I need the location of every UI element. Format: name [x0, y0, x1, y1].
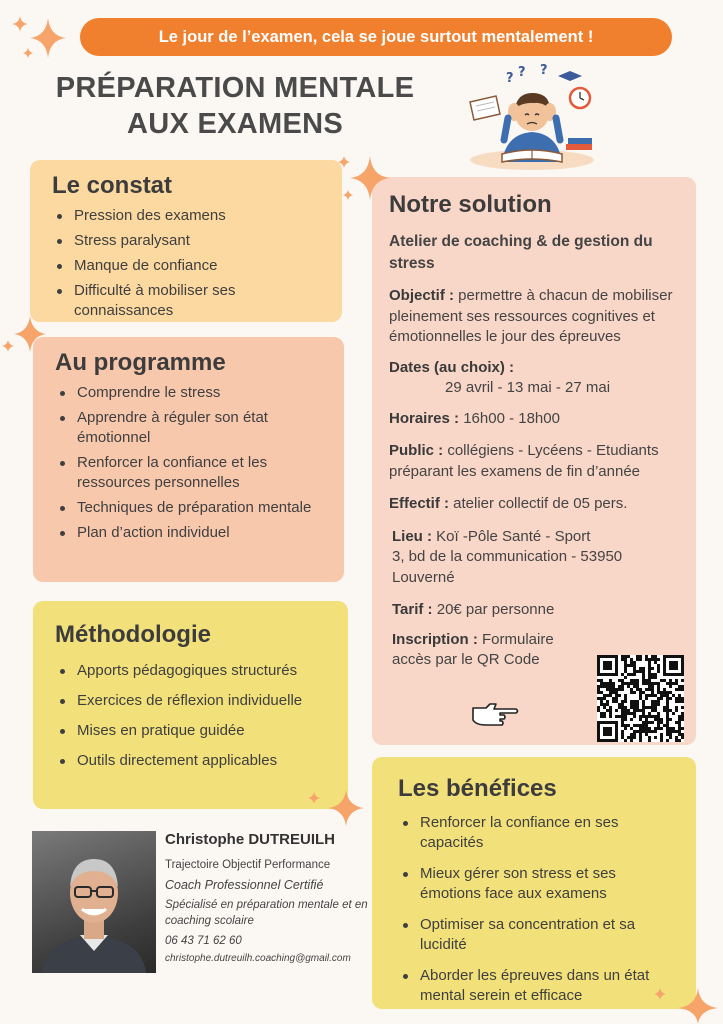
- coach-specialty: Spécialisé en préparation mentale et en coaching scolaire: [165, 899, 368, 927]
- horaires-text: 16h00 - 18h00: [459, 409, 560, 427]
- solution-subtitle: Atelier de coaching & de gestion du stress: [389, 233, 653, 272]
- dates-row: [389, 358, 680, 399]
- list-item: Aborder les épreuves dans un état mental serein et efficace: [398, 966, 680, 1006]
- solution-heading: Notre solution: [389, 191, 552, 218]
- svg-text:?: ?: [518, 65, 526, 80]
- page-title: [30, 70, 440, 142]
- horaires-label: Horaires :: [389, 409, 460, 427]
- lieu-row: [389, 527, 680, 589]
- list-item: Comprendre le stress: [55, 383, 326, 403]
- list-item: Renforcer la confiance en ses capacités: [398, 813, 680, 853]
- list-item: Apprendre à réguler son état émotionnel: [55, 408, 326, 448]
- constat-list: [52, 206, 324, 321]
- objectif-row: [389, 286, 680, 348]
- programme-list: [55, 383, 326, 543]
- dates-text: 29 avril - 13 mai - 27 mai: [445, 379, 611, 396]
- benefices-card: [372, 757, 696, 1009]
- sparkle-icon: [330, 150, 400, 210]
- title-line-2: AUX EXAMENS: [127, 108, 343, 140]
- coach-photo: [32, 831, 156, 973]
- list-item: Renforcer la confiance et les ressources personnelles: [55, 453, 326, 493]
- stressed-student-illustration: [462, 62, 602, 174]
- dates-label: Dates (au choix) :: [389, 358, 515, 376]
- objectif-text: permettre à chacun de mobiliser pleinement ses ressources cognitives et émotionnelles le jour des épreuves: [389, 287, 673, 345]
- inscription-label: Inscription :: [392, 630, 478, 648]
- list-item: Difficulté à mobiliser ses connaissances: [52, 281, 324, 321]
- list-item: Outils directement applicables: [55, 751, 330, 771]
- methodologie-card: [33, 601, 348, 809]
- public-text: collégiens - Lycéens - Etudiants préparant les examens de fin d’année: [389, 442, 659, 480]
- list-item: Mieux gérer son stress et ses émotions face aux examens: [398, 864, 680, 904]
- tarif-row: [389, 600, 680, 621]
- coach-phone[interactable]: 06 43 71 62 60: [165, 935, 242, 947]
- list-item: Pression des examens: [52, 206, 324, 226]
- sparkle-icon: [0, 312, 50, 362]
- lieu-label: Lieu :: [392, 527, 432, 545]
- lieu-line-3: Louverné: [392, 568, 455, 586]
- programme-heading: Au programme: [55, 349, 226, 376]
- lieu-line-2: 3, bd de la communication - 53950: [392, 548, 623, 565]
- list-item: Apports pédagogiques structurés: [55, 661, 330, 681]
- list-item: Manque de confiance: [52, 256, 324, 276]
- svg-text:?: ?: [506, 71, 514, 86]
- coach-company: Trajectoire Objectif Performance: [165, 859, 331, 871]
- qr-code[interactable]: [597, 655, 684, 742]
- sparkle-icon: [300, 782, 370, 832]
- effectif-text: atelier collectif de 05 pers.: [449, 495, 628, 512]
- list-item: Plan d’action individuel: [55, 523, 326, 543]
- benefices-list: [398, 813, 680, 1006]
- effectif-label: Effectif :: [389, 495, 449, 512]
- coach-info: [165, 831, 380, 964]
- top-banner: [80, 18, 672, 56]
- coach-role: Coach Professionnel Certifié: [165, 878, 324, 892]
- sparkle-icon: [6, 8, 76, 68]
- tarif-label: Tarif :: [392, 601, 433, 618]
- title-line-1: PRÉPARATION MENTALE: [55, 72, 415, 104]
- pointing-hand-icon: [470, 700, 520, 730]
- public-label: Public :: [389, 442, 444, 459]
- public-row: [389, 441, 680, 482]
- coach-name: Christophe DUTREUILH: [165, 831, 335, 848]
- constat-heading: Le constat: [52, 172, 173, 199]
- methodologie-list: [55, 661, 330, 771]
- horaires-row: [389, 409, 680, 430]
- benefices-heading: Les bénéfices: [398, 775, 557, 802]
- effectif-row: [389, 494, 680, 515]
- methodologie-heading: Méthodologie: [55, 621, 211, 648]
- programme-card: [33, 337, 344, 582]
- svg-text:?: ?: [540, 63, 548, 78]
- lieu-line-1: Koï -Pôle Santé - Sport: [432, 527, 591, 545]
- banner-text: Le jour de l’examen, cela se joue surtout mentalement !: [158, 27, 594, 46]
- list-item: Mises en pratique guidée: [55, 721, 330, 741]
- coach-email[interactable]: christophe.dutreuilh.coaching@gmail.com: [165, 953, 351, 964]
- list-item: Stress paralysant: [52, 231, 324, 251]
- list-item: Techniques de préparation mentale: [55, 498, 326, 518]
- portrait-illustration: [32, 831, 156, 973]
- inscription-text: Formulaire accès par le QR Code: [392, 630, 554, 668]
- tarif-text: 20€ par personne: [432, 601, 555, 618]
- inscription-row: [389, 630, 579, 671]
- objectif-label: Objectif :: [389, 287, 455, 304]
- sparkle-icon: [648, 980, 723, 1024]
- list-item: Exercices de réflexion individuelle: [55, 691, 330, 711]
- list-item: Optimiser sa concentration et sa lucidité: [398, 915, 680, 955]
- constat-card: [30, 160, 342, 322]
